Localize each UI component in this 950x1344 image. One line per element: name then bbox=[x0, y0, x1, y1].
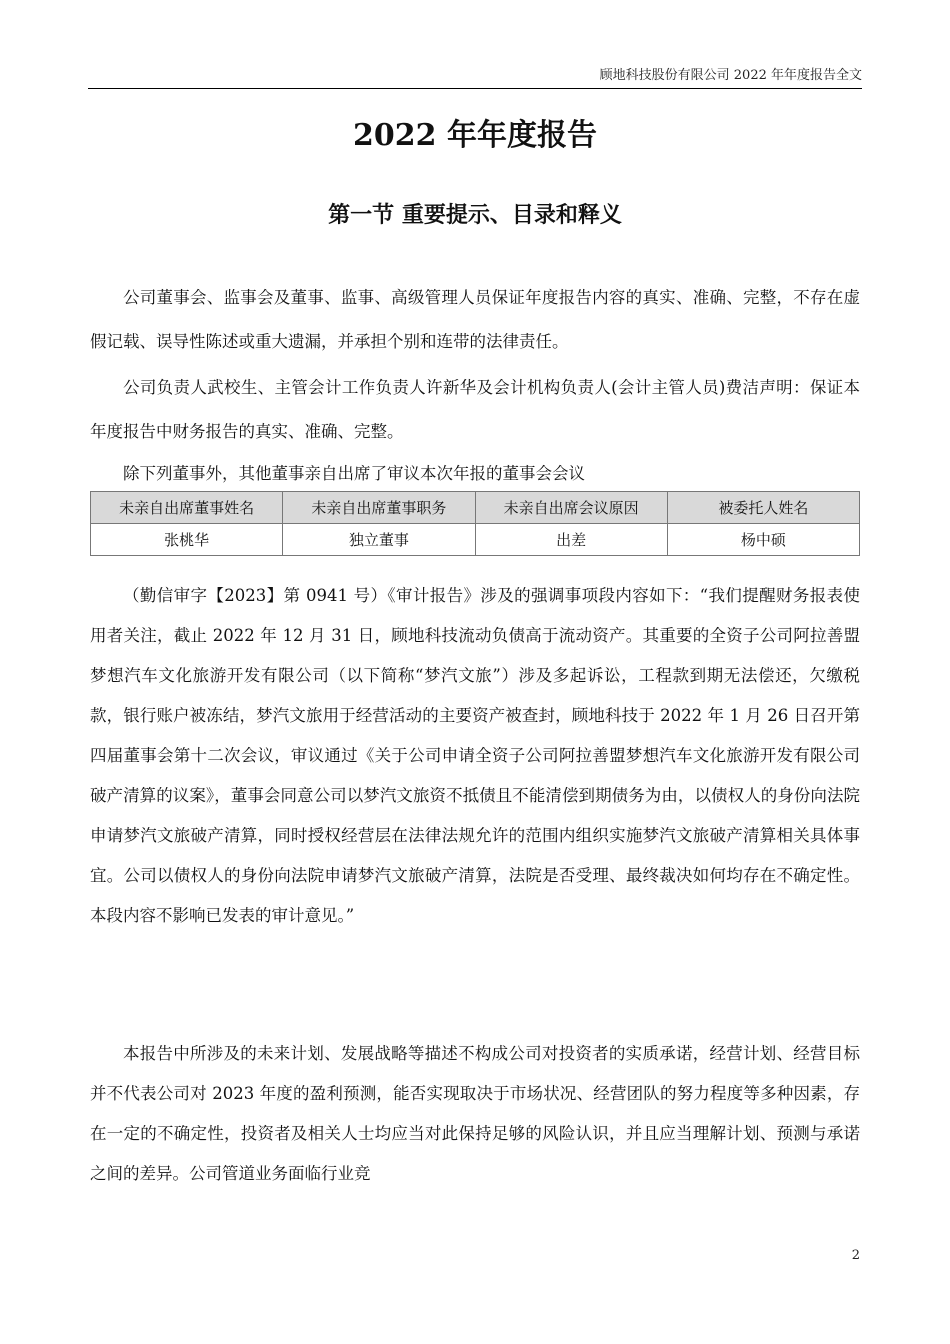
section-title: 第一节 重要提示、目录和释义 bbox=[328, 202, 622, 228]
table-cell: 杨中硕 bbox=[667, 524, 859, 556]
table-header-cell: 未亲自出席董事职务 bbox=[283, 492, 475, 524]
paragraph-declaration: 公司负责人武校生、主管会计工作负责人许新华及会计机构负责人(会计主管人员)费洁声明：保证本年度报告中财务报告的真实、准确、完整。 bbox=[90, 378, 860, 441]
paragraph-audit-emphasis: （勤信审字【2023】第 0941 号）《审计报告》涉及的强调事项段内容如下：“我们提醒财务报表使用者关注，截止 2022 年 12 月 31 日，顾地科技流动负债高于流动资产。其重要的全资子公司阿拉善盟梦想汽车文化旅游开发有限公司（以下简称“梦汽文旅”）涉及多起诉讼，工程款到期无法偿还，欠缴税款，银行账户被冻结，梦汽文旅用于经营活动的主要资产被查封，顾地科技于 2022 年 1 月 26 日召开第四届董事会第十二次会议，审议通过《关于公司申请全资子公司阿拉善盟梦想汽车文化旅游开发有限公司破产清算的议案》，董事会同意公司以梦汽文旅资不抵债且不能清偿到期债务为由，以债权人的身份向法院申请梦汽文旅破产清算，同时授权经营层在法律法规允许的范围内组织实施梦汽文旅破产清算相关具体事宜。公司以债权人的身份向法院申请梦汽文旅破产清算，法院是否受理、最终裁决如何均存在不确定性。本段内容不影响已发表的审计意见。” bbox=[90, 586, 860, 925]
table-cell: 张桃华 bbox=[91, 524, 283, 556]
paragraph-absent-intro: 除下列董事外，其他董事亲自出席了审议本次年报的董事会会议 bbox=[123, 464, 585, 483]
table-header-cell: 未亲自出席会议原因 bbox=[475, 492, 667, 524]
paragraph-responsibility: 公司董事会、监事会及董事、监事、高级管理人员保证年度报告内容的真实、准确、完整，不存在虚假记载、误导性陈述或重大遗漏，并承担个别和连带的法律责任。 bbox=[90, 288, 860, 351]
paragraph-forward-looking: 本报告中所涉及的未来计划、发展战略等描述不构成公司对投资者的实质承诺，经营计划、经营目标并不代表公司对 2023 年度的盈利预测，能否实现取决于市场状况、经营团队的努力程度等多种因素，存在一定的不确定性，投资者及相关人士均应当对此保持足够的风险认识，并且应当理解计划、预测与承诺之间的差异。公司管道业务面临行业竞 bbox=[90, 1044, 860, 1183]
header-rule bbox=[88, 88, 862, 89]
table-cell: 出差 bbox=[475, 524, 667, 556]
table-cell: 独立董事 bbox=[283, 524, 475, 556]
running-header: 顾地科技股份有限公司 2022 年年度报告全文 bbox=[599, 68, 862, 83]
table-header-cell: 被委托人姓名 bbox=[667, 492, 859, 524]
report-title: 2022 年年度报告 bbox=[353, 118, 597, 153]
table-header-row bbox=[91, 492, 860, 524]
page-number: 2 bbox=[851, 1248, 860, 1263]
absent-directors-table bbox=[90, 491, 860, 556]
table-header-cell: 未亲自出席董事姓名 bbox=[91, 492, 283, 524]
table-row bbox=[91, 524, 860, 556]
